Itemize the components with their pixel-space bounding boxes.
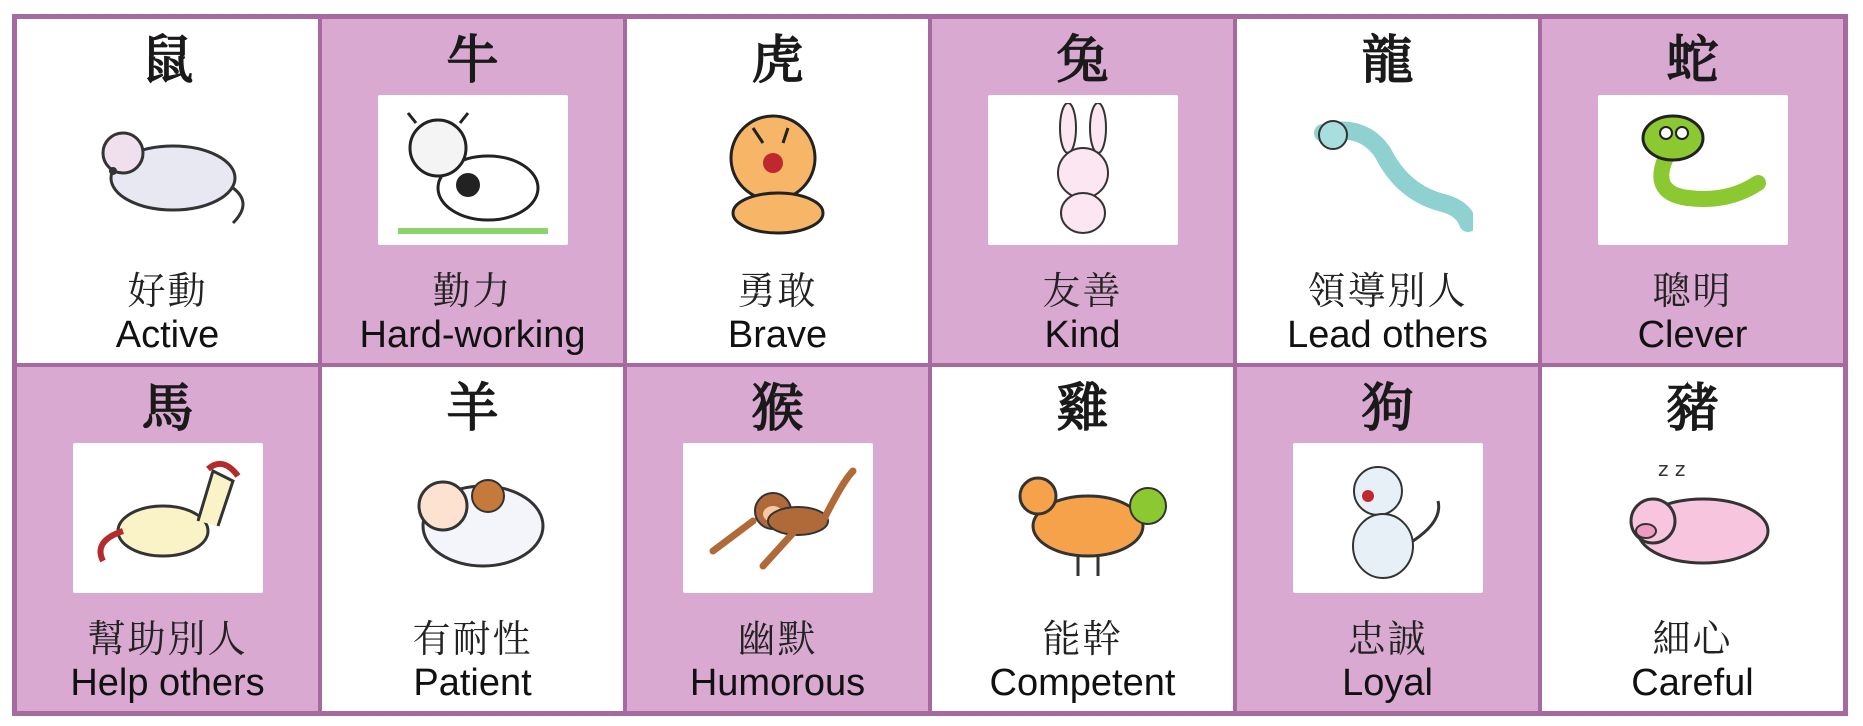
rooster-icon	[988, 443, 1178, 593]
trait-english: Help others	[70, 662, 265, 704]
trait-chinese: 有耐性	[412, 617, 533, 661]
zodiac-card-rat	[15, 17, 320, 365]
zodiac-character: 雞	[1056, 379, 1109, 439]
trait-english: Competent	[989, 662, 1176, 704]
zodiac-card-ox	[320, 17, 625, 365]
zodiac-card-tiger	[625, 17, 930, 365]
trait-english: Humorous	[689, 662, 866, 704]
monkey-icon	[683, 443, 873, 593]
trait-chinese: 勤力	[432, 269, 513, 313]
zodiac-character: 蛇	[1666, 31, 1719, 91]
trait-chinese: 好動	[127, 269, 208, 313]
trait-english: Lead others	[1287, 314, 1488, 356]
zodiac-character: 牛	[446, 31, 499, 91]
trait-english: Clever	[1637, 314, 1748, 356]
trait-chinese: 幽默	[737, 617, 818, 661]
trait-chinese: 細心	[1652, 617, 1733, 661]
dog-icon	[1293, 443, 1483, 593]
zodiac-card-rabbit	[930, 17, 1235, 365]
rabbit-icon	[988, 95, 1178, 245]
zodiac-card-snake	[1540, 17, 1845, 365]
zodiac-card-pig	[1540, 365, 1845, 713]
trait-chinese: 勇敢	[737, 269, 818, 313]
zodiac-card-rooster	[930, 365, 1235, 713]
trait-english: Active	[115, 314, 220, 356]
trait-chinese: 忠誠	[1347, 617, 1428, 661]
trait-english: Hard-working	[359, 314, 586, 356]
trait-english: Patient	[413, 662, 532, 704]
zodiac-character: 兔	[1056, 31, 1109, 91]
trait-chinese: 能幹	[1042, 617, 1123, 661]
tiger-icon	[683, 95, 873, 245]
zodiac-character: 虎	[751, 31, 804, 91]
rat-icon	[73, 95, 263, 245]
zodiac-character: 猴	[751, 379, 804, 439]
zodiac-character: 豬	[1666, 379, 1719, 439]
zodiac-card-dragon	[1235, 17, 1540, 365]
zodiac-card-monkey	[625, 365, 930, 713]
zodiac-character: 狗	[1361, 379, 1414, 439]
sheep-icon	[378, 443, 568, 593]
zodiac-card-dog	[1235, 365, 1540, 713]
svg-text:z z: z z	[1657, 456, 1685, 481]
zodiac-card-horse	[15, 365, 320, 713]
trait-english: Kind	[1044, 314, 1121, 356]
trait-english: Loyal	[1342, 662, 1433, 704]
trait-chinese: 領導別人	[1307, 269, 1468, 313]
trait-chinese: 友善	[1042, 269, 1123, 313]
zodiac-character: 鼠	[141, 31, 194, 91]
trait-english: Careful	[1631, 662, 1754, 704]
snake-icon	[1598, 95, 1788, 245]
trait-chinese: 聰明	[1652, 269, 1733, 313]
horse-icon	[73, 443, 263, 593]
zodiac-character: 馬	[141, 379, 194, 439]
pig-icon	[1598, 443, 1788, 593]
dragon-icon	[1293, 95, 1483, 245]
trait-english: Brave	[727, 314, 828, 356]
zodiac-grid	[12, 14, 1848, 716]
zodiac-character: 羊	[446, 379, 499, 439]
zodiac-character: 龍	[1361, 31, 1414, 91]
trait-chinese: 幫助別人	[87, 617, 248, 661]
ox-icon	[378, 95, 568, 245]
zodiac-card-sheep	[320, 365, 625, 713]
